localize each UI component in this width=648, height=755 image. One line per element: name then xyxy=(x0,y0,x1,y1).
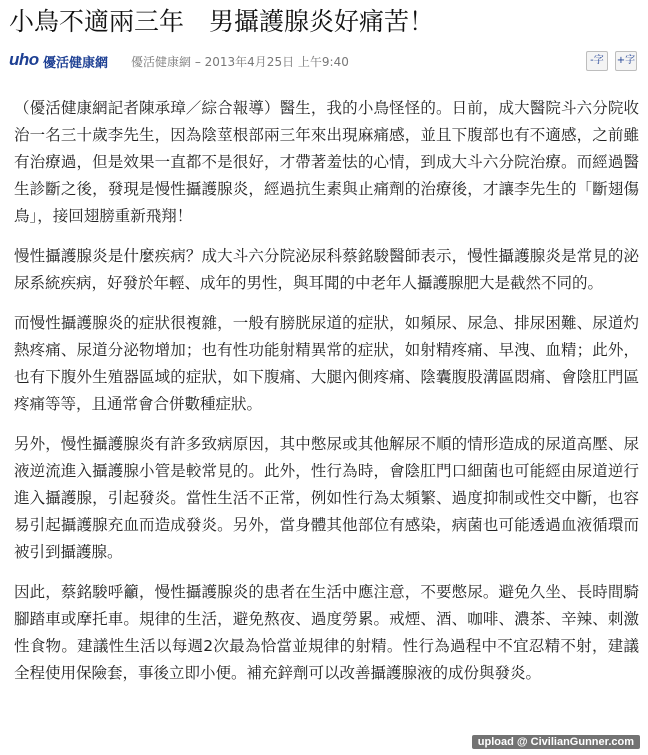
font-larger-button[interactable]: +字 xyxy=(615,51,637,71)
logo-name[interactable]: 優活健康網 xyxy=(43,56,109,71)
byline: 優活健康網 – 2013年4月25日 上午9:40 xyxy=(131,55,349,69)
paragraph: 慢性攝護腺炎是什麼疾病？成大斗六分院泌尿科蔡銘駿醫師表示，慢性攝護腺炎是常見的泌尿系統疾病，好發於年輕、成年的男性，與耳聞的中老年人攝護腺肥大是截然不同的。 xyxy=(14,247,639,292)
article-meta xyxy=(9,46,639,74)
paragraph: 而慢性攝護腺炎的症狀很複雜，一般有膀胱尿道的症狀，如頻尿、尿急、排尿困難、尿道灼熱疼痛、尿道分泌物增加；也有性功能射精異常的症狀，如射精疼痛、早洩、血精；此外，也有下腹外生殖器區域的症狀，如下腹痛、大腿內側疼痛、陰囊腹股溝區悶痛、會陰肛門區疼痛等等，且通常會合併數種症狀。 xyxy=(14,314,639,413)
font-size-controls xyxy=(584,48,637,71)
article-body xyxy=(14,95,639,700)
paragraph: 因此，蔡銘駿呼籲，慢性攝護腺炎的患者在生活中應注意，不要憋尿。避免久坐、長時間騎腳踏車或摩托車。規律的生活，避免熬夜、過度勞累。戒煙、酒、咖啡、濃茶、辛辣、刺激性食物。建議性生活以每週2次最為恰當並規律的射精。性行為過程中不宜忍精不射，建議全程使用保險套，事後立即小便。補充鋅劑可以改善攝護腺液的成份與發炎。 xyxy=(14,583,639,682)
paragraph: 另外，慢性攝護腺炎有許多致病原因，其中憋尿或其他解尿不順的情形造成的尿道高壓、尿液逆流進入攝護腺小管是較常見的。此外，性行為時，會陰肛門口細菌也可能經由尿道逆行進入攝護腺，引起發炎。當性生活不正常，例如性行為太頻繁、過度抑制或性交中斷，也容易引起攝護腺充血而造成發炎。另外，當身體其他部位有感染，病菌也可能透過血液循環而被引到攝護腺。 xyxy=(14,435,639,561)
upload-watermark: upload @ CivilianGunner.com xyxy=(472,735,640,749)
paragraph: （優活健康網記者陳承璋／綜合報導）醫生，我的小鳥怪怪的。日前，成大醫院斗六分院收治一名三十歲李先生，因為陰莖根部兩三年來出現麻痛感，並且下腹部也有不適感，之前雖有治療過，但是效果一直都不是很好，才帶著羞怯的心情，到成大斗六分院治療。而經過醫生診斷之後，發現是慢性攝護腺炎，經過抗生素與止痛劑的治療後，才讓李先生的「斷翅傷鳥」，接回翅膀重新飛翔！ xyxy=(14,99,639,225)
article-title: 小鳥不適兩三年 男攝護腺炎好痛苦！ xyxy=(9,7,435,36)
font-smaller-button[interactable]: -字 xyxy=(586,51,608,71)
uho-logo[interactable]: uho xyxy=(9,50,39,69)
